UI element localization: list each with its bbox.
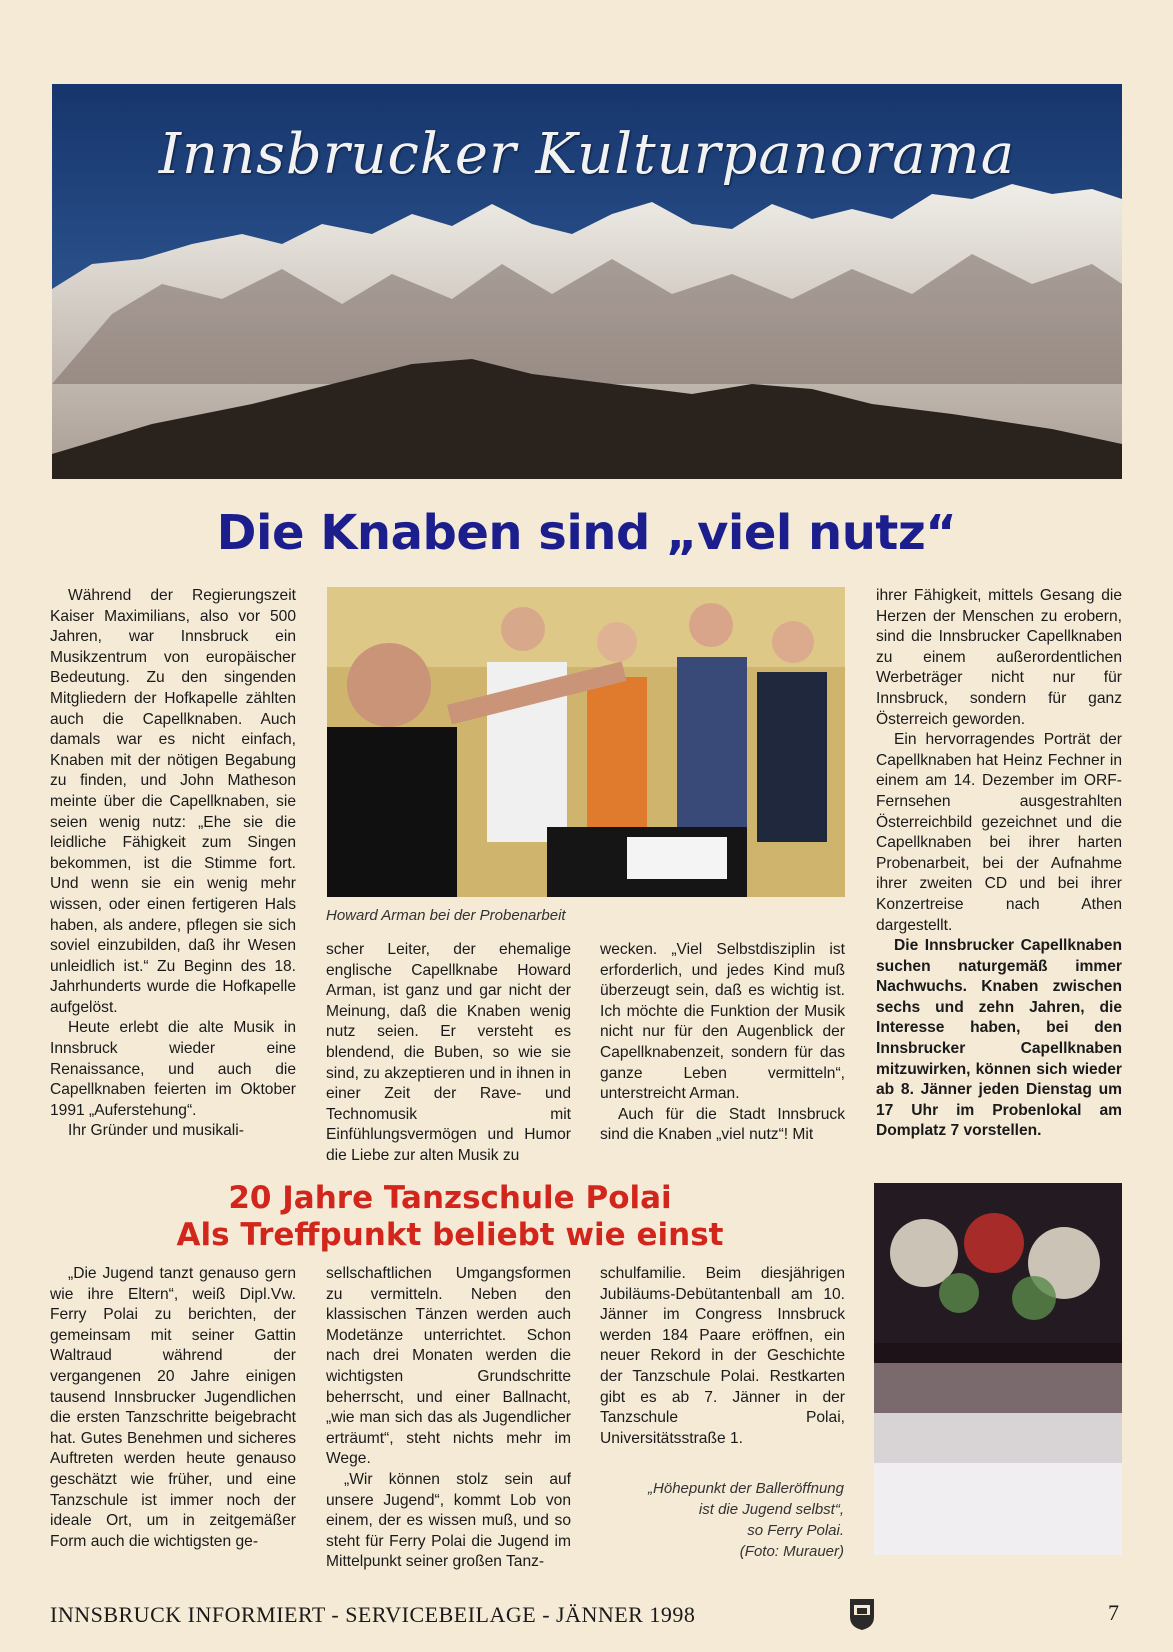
ball-opening-photo <box>874 1183 1122 1555</box>
caption-line: „Höhepunkt der Balleröffnung <box>648 1480 844 1497</box>
article2-column-3 <box>600 1264 845 1449</box>
photo-caption: Howard Arman bei der Probenarbeit <box>326 907 566 924</box>
paragraph: „Die Jugend tanzt genauso gern wie ihre Eltern“, weiß Dipl.Vw. Ferry Polai zu berichten, der gemeinsam mit seiner Gattin Waltraud während der vergangenen 20 Jahre einigen tausend Innsbrucker Jugendlichen die ersten Tanzschritte beigebracht hat. Gutes Benehmen und sicheres Auftreten werden heute genauso geschätzt wie früher, und eine Tanzschule ist immer noch der ideale Ort, um in zeitgemäßer Form auch die wichtigsten ge- <box>50 1265 296 1550</box>
ball-photo-caption <box>580 1478 844 1562</box>
paragraph: Heute erlebt die alte Musik in Innsbruck wieder eine Renaissance, und auch die Capellknaben feierten im Oktober 1991 „Auferstehung“. <box>50 1019 296 1119</box>
recruitment-notice: Die Innsbrucker Capellknaben suchen naturgemäß immer Nachwuchs. Knaben zwischen sechs und zehn Jahren, die Interesse haben, bei den Innsbrucker Capellknaben mitzuwirken, können sich wieder ab 8. Jänner jeden Dienstag um 17 Uhr im Probenlokal am Domplatz 7 vorstellen. <box>876 937 1122 1140</box>
article-column-4 <box>876 586 1122 1142</box>
rehearsal-photo <box>327 587 845 897</box>
footer-publication: INNSBRUCK INFORMIERT - SERVICEBEILAGE - JÄNNER 1998 <box>50 1602 696 1627</box>
paragraph: Ein hervorragendes Porträt der Capellknaben hat Heinz Fechner in einem am 14. Dezember im ORF-Fernsehen ausgestrahlten Österreichbild gezeichnet und die Capellknaben bei ihrer harten Probenarbeit, bei der Aufnahme ihrer zweiten CD und bei ihrer Konzertreise nach Athen dargestellt. <box>876 731 1122 934</box>
headline-line-2: Als Treffpunkt beliebt wie einst <box>176 1217 724 1253</box>
paragraph: Ihr Gründer und musikali- <box>68 1122 244 1140</box>
article2-column-2 <box>326 1264 571 1573</box>
paragraph: sellschaftlichen Umgangsformen zu vermitteln. Neben den klassischen Tänzen werden auch Modetänze unterrichtet. Schon nach drei Monaten werden die wichtigsten Grundschritte beherrscht, und einer Ballnacht, „wie man sich das als Jugendlicher erträumt“, steht nichts mehr im Wege. <box>326 1265 571 1468</box>
article-headline: Die Knaben sind „viel nutz“ <box>216 505 957 561</box>
article-headline-2 <box>150 1180 750 1254</box>
article-column-1 <box>50 586 296 1142</box>
paragraph: ihrer Fähigkeit, mittels Gesang die Herzen der Menschen zu erobern, sind die Innsbrucker Capellknaben zu einem außerordentlichen Werbeträger nicht nur für Innsbruck, sondern für ganz Österreich geworden. <box>876 587 1122 728</box>
city-crest-icon <box>848 1597 876 1631</box>
article-column-2 <box>326 940 571 1167</box>
paragraph: wecken. „Viel Selbstdisziplin ist erforderlich, und jedes Kind muß überzeugt sein, daß es wichtig ist. Ich möchte die Funktion der Musik nicht nur für den Augenblick der Capellknabenzeit, sondern für das ganze Leben vermitteln“, unterstreicht Arman. <box>600 941 845 1103</box>
choir-rehearsal-image <box>327 587 845 897</box>
article-column-3 <box>600 940 845 1146</box>
caption-line: so Ferry Polai. <box>747 1522 844 1539</box>
caption-line: (Foto: Murauer) <box>739 1543 844 1560</box>
page-number: 7 <box>1108 1600 1119 1625</box>
debutante-ball-image <box>874 1183 1122 1555</box>
headline-line-1: 20 Jahre Tanzschule Polai <box>228 1180 672 1216</box>
caption-line: ist die Jugend selbst“, <box>698 1501 844 1518</box>
banner-title: Innsbrucker Kulturpanorama <box>158 122 1016 187</box>
article2-column-1 <box>50 1264 296 1552</box>
header-banner <box>52 84 1122 479</box>
paragraph: Während der Regierungszeit Kaiser Maximilians, also vor 500 Jahren, war Innsbruck ein Musikzentrum von europäischer Bedeutung. Zu den singenden Mitgliedern der Hofkapelle zählten auch die Capellknaben. Auch damals war es nicht einfach, Knaben mit der nötigen Begabung zu finden, und John Matheson meinte über die Capellknaben, sie seien wenig nutz: „Ehe sie die leidliche Fähigkeit zum Singen bekommen, ist die Stimme fort. Und wenn sie ein wenig mehr wissen, oder einen fertigeren Hals haben, als andere, pflegen sie sich soviel einzubilden, daß ihr Wesen unleidlich ist.“ Zu Beginn des 18. Jahrhunderts wurde die Hofkapelle aufgelöst. <box>50 587 296 1016</box>
paragraph: scher Leiter, der ehemalige englische Capellknabe Howard Arman, ist ganz und gar nicht der Meinung, daß die Knaben wenig nutz seien. Er versteht es blendend, die Buben, so wie sie sind, zu akzeptieren und in ihnen in einer Zeit der Rave- und Technomusik mit Einfühlungsvermögen und Humor die Liebe zur alten Musik zu <box>326 941 571 1164</box>
paragraph: schulfamilie. Beim diesjährigen Jubiläums-Debütantenball am 10. Jänner im Congress Innsbruck werden 184 Paare eröffnen, ein neuer Rekord in der Geschichte der Tanzschule Polai. Restkarten gibt es ab 7. Jänner in der Tanzschule Polai, Universitätsstraße 1. <box>600 1265 845 1447</box>
paragraph: „Wir können stolz sein auf unsere Jugend“, kommt Lob von einem, der es wissen muß, und so steht für Ferry Polai die Jugend im Mittelpunkt seiner großen Tanz- <box>326 1470 571 1571</box>
paragraph: Auch für die Stadt Innsbruck sind die Knaben „viel nutz“! Mit <box>600 1105 845 1144</box>
